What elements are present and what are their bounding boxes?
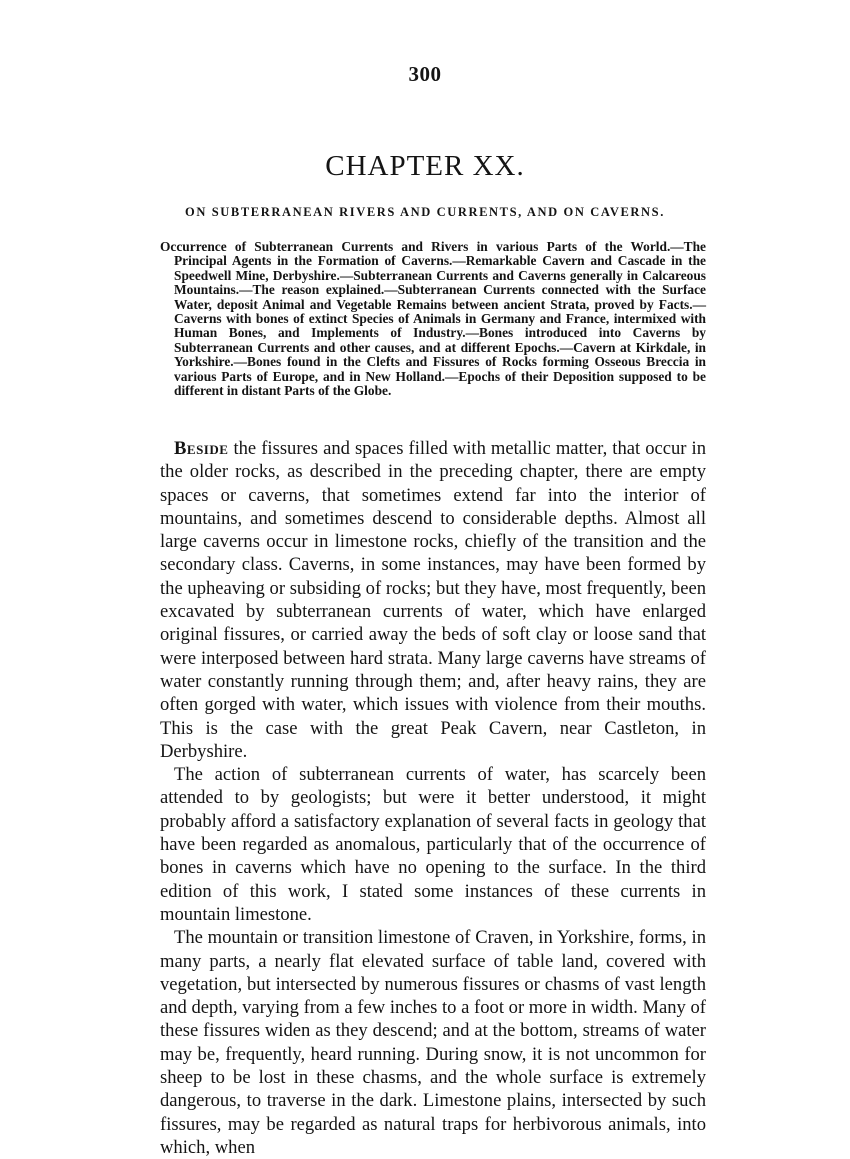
paragraph-text: the fissures and spaces filled with metallic matter, that occur in the older rocks, as described in the preceding chapter, there are empty spaces or caverns, that sometimes extend far into the interior of mountains, and sometimes descend to considerable depths. Almost all large caverns occur in limestone rocks, chiefly of the transition and the secondary class. Caverns, in some instances, may have been formed by the upheaving or subsiding of rocks; but they have, most frequently, been excavated by subterranean currents of water, which have enlarged original fissures, or carried away the beds of soft clay or loose sand that were interposed between hard strata. Many large caverns have streams of water constantly running through them; and, after heavy rains, they are often gorged with water, which issues with violence from their mouths. This is the case with the great Peak Cavern, near Castleton, in Derbyshire. xyxy=(160,438,706,762)
chapter-subtitle: ON SUBTERRANEAN RIVERS AND CURRENTS, AND ON CAVERNS. xyxy=(185,205,665,219)
page-number: 300 xyxy=(408,62,442,86)
paragraph: The mountain or transition limestone of Craven, in Yorkshire, forms, in many parts, a nearly flat elevated surface of table land, covered with vegetation, but intersected by numerous fissures or chasms of vast length and depth, varying from a few inches to a foot or more in width. Many of these fissures widen as they descend; and at the bottom, streams of water may be, frequently, heard running. During snow, it is not uncommon for sheep to be lost in these chasms, and the whole surface is extremely dangerous, to traverse in the dark. Limestone plains, intersected by such fissures, may be regarded as natural traps for herbivorous animals, into which, when xyxy=(160,927,706,1158)
chapter-summary: Occurrence of Subterranean Currents and Rivers in various Parts of the World.—The Principal Agents in the Formation of Caverns.—Remarkable Cavern and Cascade in the Speedwell Mine, Derbyshire.—Subterranean Currents and Caverns generally in Calcareous Mountains.—The reason explained.—Subterranean Currents connected with the Surface Water, deposit Animal and Vegetable Remains between ancient Strata, proved by Facts.—Caverns with bones of extinct Species of Animals in Germany and France, intermixed with Human Bones, and Implements of Industry.—Bones introduced into Caverns by Subterranean Currents and other causes, and at different Epochs.—Cavern at Kirkdale, in Yorkshire.—Bones found in the Clefts and Fissures of Rocks forming Osseous Breccia in various Parts of Europe, and in New Holland.—Epochs of their Deposition supposed to be different in distant Parts of the Globe. xyxy=(160,239,706,399)
drop-lead-word: Beside xyxy=(174,438,229,459)
chapter-title: CHAPTER XX. xyxy=(325,150,525,182)
paragraph: The action of subterranean currents of water, has scarcely been attended to by geologists; but were it better understood, it might probably afford a satisfactory explanation of several facts in geology that have been regarded as anomalous, particularly that of the occurrence of bones in caverns which have no opening to the surface. In the third edition of this work, I stated some instances of these currents in mountain limestone. xyxy=(160,764,706,925)
paragraph xyxy=(160,437,706,763)
body-text xyxy=(160,437,706,1159)
